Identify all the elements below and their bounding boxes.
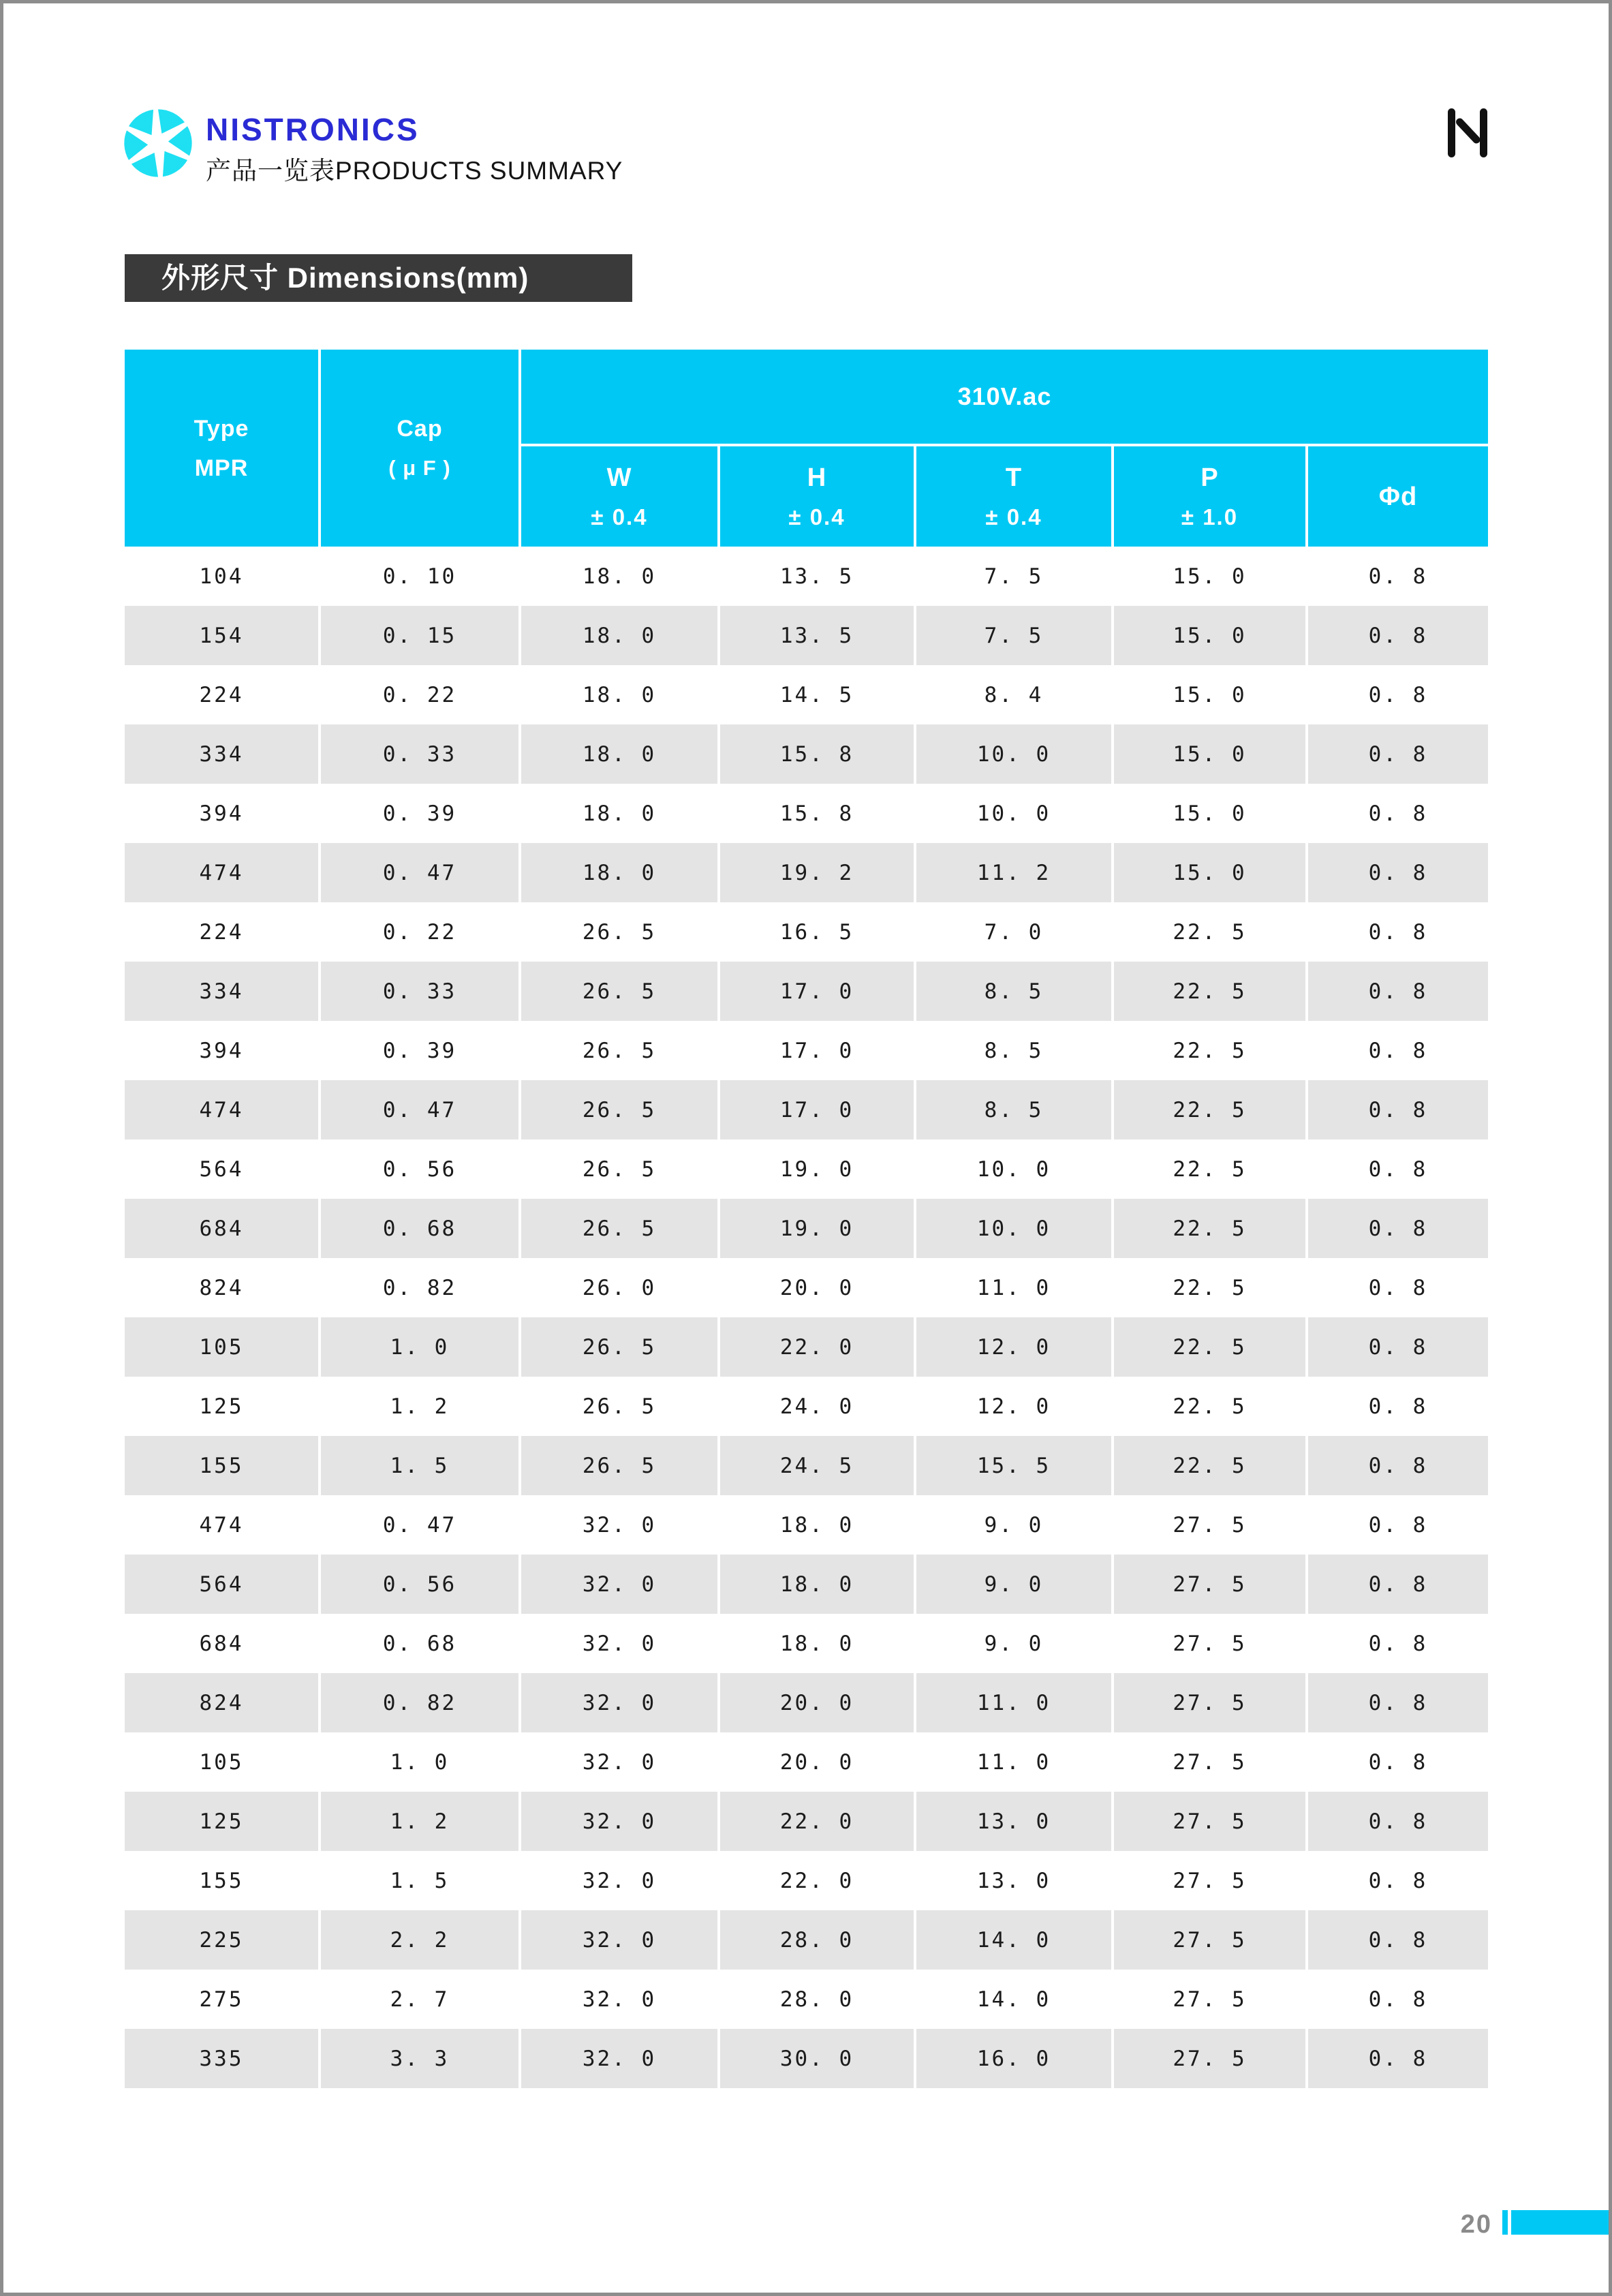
table-row [125,1555,1488,1614]
cell: 11. 0 [916,1732,1114,1792]
column-header-h: H ± 0.4 [720,446,916,547]
cell: 0. 82 [321,1258,521,1317]
cell: 22. 0 [720,1851,916,1910]
cell: 0. 8 [1368,919,1428,945]
cell: 24. 0 [720,1377,916,1436]
cell: 275 [125,1970,321,2029]
cell: 1. 2 [321,1792,521,1851]
cell: 22. 0 [720,1317,916,1377]
cell: 0. 8 [1368,741,1428,767]
cell: 22. 5 [1114,1139,1308,1199]
table-row [125,1673,1488,1732]
cell: 12. 0 [916,1377,1114,1436]
cell: 1. 2 [321,1377,521,1436]
cell: 225 [125,1910,321,1970]
column-header-t: T ± 0.4 [916,446,1114,547]
table-row [125,1317,1488,1377]
column-header-type-line1: Type [193,415,249,442]
cell: 0. 56 [321,1139,521,1199]
cell: 27. 5 [1114,1555,1308,1614]
cell: 125 [125,1792,321,1851]
table-row [125,962,1488,1021]
cell: 26. 5 [521,1436,720,1495]
cell: 8. 5 [916,1021,1114,1080]
cell: 15. 0 [1114,724,1308,784]
cell: 0. 47 [321,1080,521,1139]
cell: 27. 5 [1114,1792,1308,1851]
table-row [125,547,1488,606]
column-header-cap-line1: Cap [397,415,443,442]
cell: 19. 0 [720,1139,916,1199]
cell: 22. 5 [1114,1436,1308,1495]
cell: 24. 5 [720,1436,916,1495]
table-row [125,843,1488,902]
cell: 474 [125,1495,321,1555]
n-monogram-icon [1440,104,1495,162]
brand-name: NISTRONICS [206,112,420,147]
cell: 26. 5 [521,902,720,962]
cell: 1. 5 [321,1436,521,1495]
cell: 15. 0 [1114,784,1308,843]
table-row [125,784,1488,843]
cell: 32. 0 [521,1614,720,1673]
cell: 15. 8 [720,724,916,784]
cell: 18. 0 [720,1555,916,1614]
cell: 1. 5 [321,1851,521,1910]
cell: 0. 15 [321,606,521,665]
cell: 30. 0 [720,2029,916,2088]
cell: 26. 5 [521,1317,720,1377]
column-header-w: W ± 0.4 [521,446,720,547]
cell: 8. 5 [916,962,1114,1021]
cell: 104 [125,547,321,606]
footer-accent-tick [1502,2210,1508,2235]
cell: 27. 5 [1114,1732,1308,1792]
dimensions-table [125,350,1488,2088]
cell: 334 [125,962,321,1021]
cell: 22. 5 [1114,902,1308,962]
cell: 824 [125,1258,321,1317]
cell: 10. 0 [916,724,1114,784]
column-header-type-line2: MPR [194,455,249,481]
table-row [125,1258,1488,1317]
cell: 0. 8 [1368,1157,1428,1182]
cell: 15. 0 [1114,547,1308,606]
cell: 15. 0 [1114,665,1308,724]
cell: 684 [125,1199,321,1258]
cell: 32. 0 [521,1673,720,1732]
cell: 564 [125,1139,321,1199]
cell: 15. 0 [1114,606,1308,665]
cell: 155 [125,1436,321,1495]
column-header-cap-line2: ( μ F ) [388,455,451,480]
cell: 0. 47 [321,1495,521,1555]
cell: 0. 8 [1368,1927,1428,1953]
cell: 18. 0 [521,843,720,902]
cell: 0. 8 [1368,2046,1428,2071]
cell: 26. 5 [521,1080,720,1139]
cell: 155 [125,1851,321,1910]
cell: 0. 8 [1368,682,1428,707]
voltage-group [521,350,1488,547]
cell: 2. 2 [321,1910,521,1970]
cell: 26. 5 [521,1199,720,1258]
cell: 0. 8 [1368,1038,1428,1063]
cell: 13. 0 [916,1851,1114,1910]
cell: 1. 0 [321,1317,521,1377]
cell: 13. 0 [916,1792,1114,1851]
cell: 0. 8 [1368,1334,1428,1360]
cell: 0. 8 [1368,1394,1428,1419]
cell: 8. 4 [916,665,1114,724]
table-row [125,1139,1488,1199]
cell: 27. 5 [1114,1673,1308,1732]
cell: 18. 0 [521,724,720,784]
cell: 20. 0 [720,1673,916,1732]
voltage-header [521,350,1488,446]
cell: 22. 5 [1114,1080,1308,1139]
cell: 0. 8 [1368,979,1428,1004]
cell: 18. 0 [521,547,720,606]
cell: 2. 7 [321,1970,521,2029]
cell: 0. 8 [1368,1749,1428,1775]
cell: 26. 0 [521,1258,720,1317]
cell: 10. 0 [916,1139,1114,1199]
cell: 22. 0 [720,1792,916,1851]
cell: 0. 8 [1368,1216,1428,1241]
section-title: 外形尺寸 Dimensions(mm) [161,262,529,294]
cell: 0. 8 [1368,801,1428,826]
table-row [125,724,1488,784]
cell: 0. 8 [1368,1275,1428,1300]
cell: 17. 0 [720,1080,916,1139]
cell: 11. 0 [916,1673,1114,1732]
cell: 11. 0 [916,1258,1114,1317]
table-row [125,1495,1488,1555]
aperture-icon [121,106,195,181]
cell: 9. 0 [916,1555,1114,1614]
cell: 0. 82 [321,1673,521,1732]
column-header-cap [321,350,521,547]
cell: 7. 0 [916,902,1114,962]
cell: 14. 0 [916,1970,1114,2029]
cell: 0. 8 [1368,623,1428,648]
cell: 0. 47 [321,843,521,902]
table-row [125,606,1488,665]
cell: 32. 0 [521,1792,720,1851]
cell: 18. 0 [720,1614,916,1673]
cell: 0. 39 [321,784,521,843]
cell: 26. 5 [521,962,720,1021]
table-body [125,547,1488,2088]
column-header-p: P ± 1.0 [1114,446,1308,547]
cell: 20. 0 [720,1258,916,1317]
table-row [125,1614,1488,1673]
cell: 27. 5 [1114,1495,1308,1555]
cell: 1. 0 [321,1732,521,1792]
table-row [125,902,1488,962]
table-row [125,1436,1488,1495]
cell: 154 [125,606,321,665]
cell: 32. 0 [521,1555,720,1614]
table-row [125,1732,1488,1792]
cell: 0. 68 [321,1199,521,1258]
cell: 0. 39 [321,1021,521,1080]
section-title-bar [125,254,632,302]
cell: 15. 5 [916,1436,1114,1495]
table-row [125,1792,1488,1851]
cell: 105 [125,1317,321,1377]
cell: 19. 2 [720,843,916,902]
cell: 22. 5 [1114,1021,1308,1080]
cell: 22. 5 [1114,1317,1308,1377]
table-header [125,350,1488,547]
table-row [125,1377,1488,1436]
cell: 18. 0 [720,1495,916,1555]
cell: 32. 0 [521,1851,720,1910]
cell: 0. 8 [1368,1631,1428,1656]
footer-accent-bar [1511,2210,1612,2235]
cell: 9. 0 [916,1495,1114,1555]
column-header-diameter: Φd [1378,482,1418,511]
cell: 22. 5 [1114,1258,1308,1317]
table-row [125,1021,1488,1080]
cell: 394 [125,1021,321,1080]
cell: 14. 5 [720,665,916,724]
cell: 27. 5 [1114,1910,1308,1970]
cell: 14. 0 [916,1910,1114,1970]
cell: 474 [125,843,321,902]
cell: 824 [125,1673,321,1732]
cell: 18. 0 [521,665,720,724]
cell: 19. 0 [720,1199,916,1258]
cell: 13. 5 [720,547,916,606]
page-title: 产品一览表PRODUCTS SUMMARY [206,157,623,185]
table-row [125,665,1488,724]
cell: 16. 5 [720,902,916,962]
cell: 0. 8 [1368,1868,1428,1893]
cell: 16. 0 [916,2029,1114,2088]
cell: 27. 5 [1114,1970,1308,2029]
cell: 32. 0 [521,1910,720,1970]
cell: 18. 0 [521,784,720,843]
cell: 0. 8 [1368,1987,1428,2012]
cell: 0. 8 [1368,1572,1428,1597]
cell: 0. 8 [1368,1690,1428,1715]
cell: 0. 8 [1368,1097,1428,1122]
cell: 9. 0 [916,1614,1114,1673]
cell: 334 [125,724,321,784]
cell: 15. 0 [1114,843,1308,902]
cell: 13. 5 [720,606,916,665]
cell: 32. 0 [521,1495,720,1555]
cell: 15. 8 [720,784,916,843]
cell: 18. 0 [521,606,720,665]
table-row [125,2029,1488,2088]
cell: 10. 0 [916,784,1114,843]
cell: 7. 5 [916,606,1114,665]
cell: 394 [125,784,321,843]
table-row [125,1199,1488,1258]
cell: 335 [125,2029,321,2088]
cell: 32. 0 [521,1970,720,2029]
cell: 32. 0 [521,2029,720,2088]
cell: 564 [125,1555,321,1614]
cell: 26. 5 [521,1021,720,1080]
cell: 20. 0 [720,1732,916,1792]
voltage-label: 310V.ac [957,382,1052,410]
sub-header-row [521,446,1488,547]
cell: 224 [125,902,321,962]
cell: 27. 5 [1114,1614,1308,1673]
cell: 0. 8 [1368,860,1428,885]
cell: 27. 5 [1114,1851,1308,1910]
cell: 22. 5 [1114,1199,1308,1258]
cell: 27. 5 [1114,2029,1308,2088]
cell: 17. 0 [720,962,916,1021]
cell: 10. 0 [916,1199,1114,1258]
cell: 26. 5 [521,1139,720,1199]
cell: 0. 22 [321,665,521,724]
cell: 125 [125,1377,321,1436]
cell: 0. 56 [321,1555,521,1614]
cell: 12. 0 [916,1317,1114,1377]
cell: 17. 0 [720,1021,916,1080]
column-header-type [125,350,321,547]
cell: 3. 3 [321,2029,521,2088]
cell: 0. 8 [1368,1453,1428,1478]
cell: 474 [125,1080,321,1139]
cell: 28. 0 [720,1970,916,2029]
cell: 105 [125,1732,321,1792]
cell: 224 [125,665,321,724]
cell: 684 [125,1614,321,1673]
cell: 7. 5 [916,547,1114,606]
cell: 0. 8 [1368,1512,1428,1537]
cell: 0. 8 [1368,1809,1428,1834]
cell: 8. 5 [916,1080,1114,1139]
cell: 28. 0 [720,1910,916,1970]
cell: 22. 5 [1114,1377,1308,1436]
cell: 0. 33 [321,724,521,784]
cell: 32. 0 [521,1732,720,1792]
table-row [125,1910,1488,1970]
table-row [125,1080,1488,1139]
cell: 0. 8 [1368,564,1428,589]
cell: 0. 10 [321,547,521,606]
cell: 26. 5 [521,1377,720,1436]
page-number: 20 [1460,2210,1492,2239]
cell: 0. 68 [321,1614,521,1673]
table-row [125,1970,1488,2029]
cell: 11. 2 [916,843,1114,902]
cell: 0. 33 [321,962,521,1021]
cell: 22. 5 [1114,962,1308,1021]
table-row [125,1851,1488,1910]
cell: 0. 22 [321,902,521,962]
